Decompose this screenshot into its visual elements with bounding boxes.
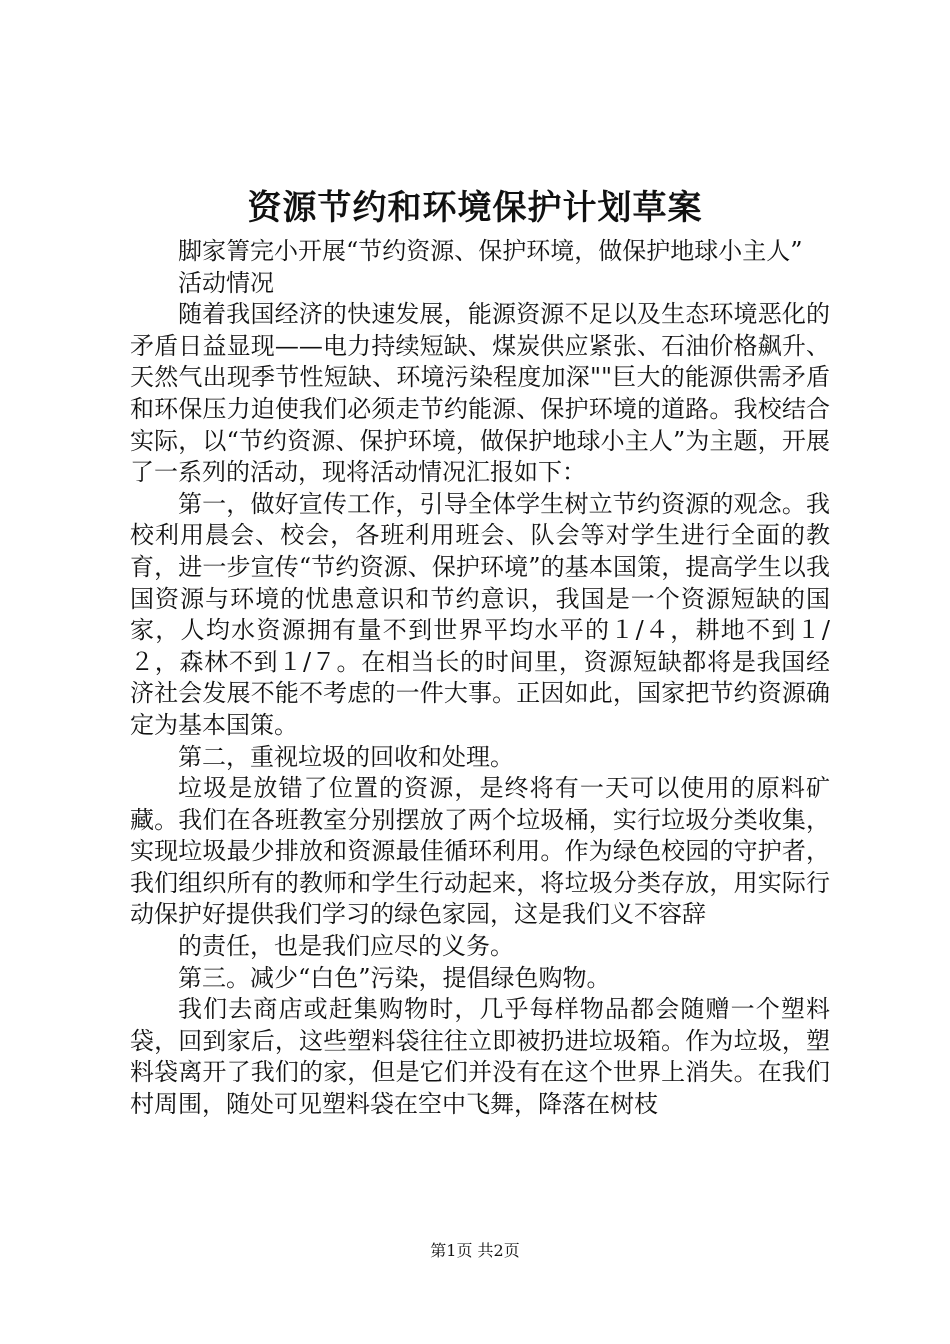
paragraph: 的责任，也是我们应尽的义务。 xyxy=(178,932,514,961)
page-number-footer: 第1页 共2页 xyxy=(430,1241,520,1260)
paragraph: 第一，做好宣传工作，引导全体学生树立节约资源的观念。我校利用晨会、校会，各班利用班会、队会等对学生进行全面的教育，进一步宣传“节约资源、保护环境”的基本国策，提高学生以我国资源与环境的忧患意识和节约意识，我国是一个资源短缺的国家，人均水资源拥有量不到世界平均水平的１/４，耕地不到１/２，森林不到１/７。在相当长的时间里，资源短缺都将是我国经济社会发展不能不考虑的一件大事。正因如此，国家把节约资源确定为基本国策。 xyxy=(130,489,830,739)
paragraph: 第三。减少“白色”污染，提倡绿色购物。 xyxy=(178,963,611,992)
paragraph: 第二，重视垃圾的回收和处理。 xyxy=(178,742,514,771)
paragraph: 垃圾是放错了位置的资源，是终将有一天可以使用的原料矿藏。我们在各班教室分别摆放了两个垃圾桶，实行垃圾分类收集，实现垃圾最少排放和资源最佳循环利用。作为绿色校园的守护者，我们组织所有的教师和学生行动起来，将垃圾分类存放，用实际行动保护好提供我们学习的绿色家园，这是我们义不容辞 xyxy=(130,774,830,929)
document-title: 资源节约和环境保护计划草案 xyxy=(247,188,703,228)
paragraph: 随着我国经济的快速发展，能源资源不足以及生态环境恶化的矛盾日益显现——电力持续短缺、煤炭供应紧张、石油价格飙升、天然气出现季节性短缺、环境污染程度加深""巨大的能源供需矛盾和环保压力迫使我们必须走节约能源、保护环境的道路。我校结合实际，以“节约资源、保护环境，做保护地球小主人”为主题，开展了一系列的活动，现将活动情况汇报如下： xyxy=(130,300,830,487)
document-body xyxy=(130,236,830,1121)
paragraph: 我们去商店或赶集购物时，几乎每样物品都会随赠一个塑料袋，回到家后，这些塑料袋往往立即被扔进垃圾箱。作为垃圾，塑料袋离开了我们的家，但是它们并没有在这个世界上消失。在我们村周围，随处可见塑料袋在空中飞舞，降落在树枝 xyxy=(130,995,830,1119)
paragraph: 活动情况 xyxy=(178,268,274,297)
paragraph: 脚家箐完小开展“节约资源、保护环境，做保护地球小主人” xyxy=(178,237,803,265)
